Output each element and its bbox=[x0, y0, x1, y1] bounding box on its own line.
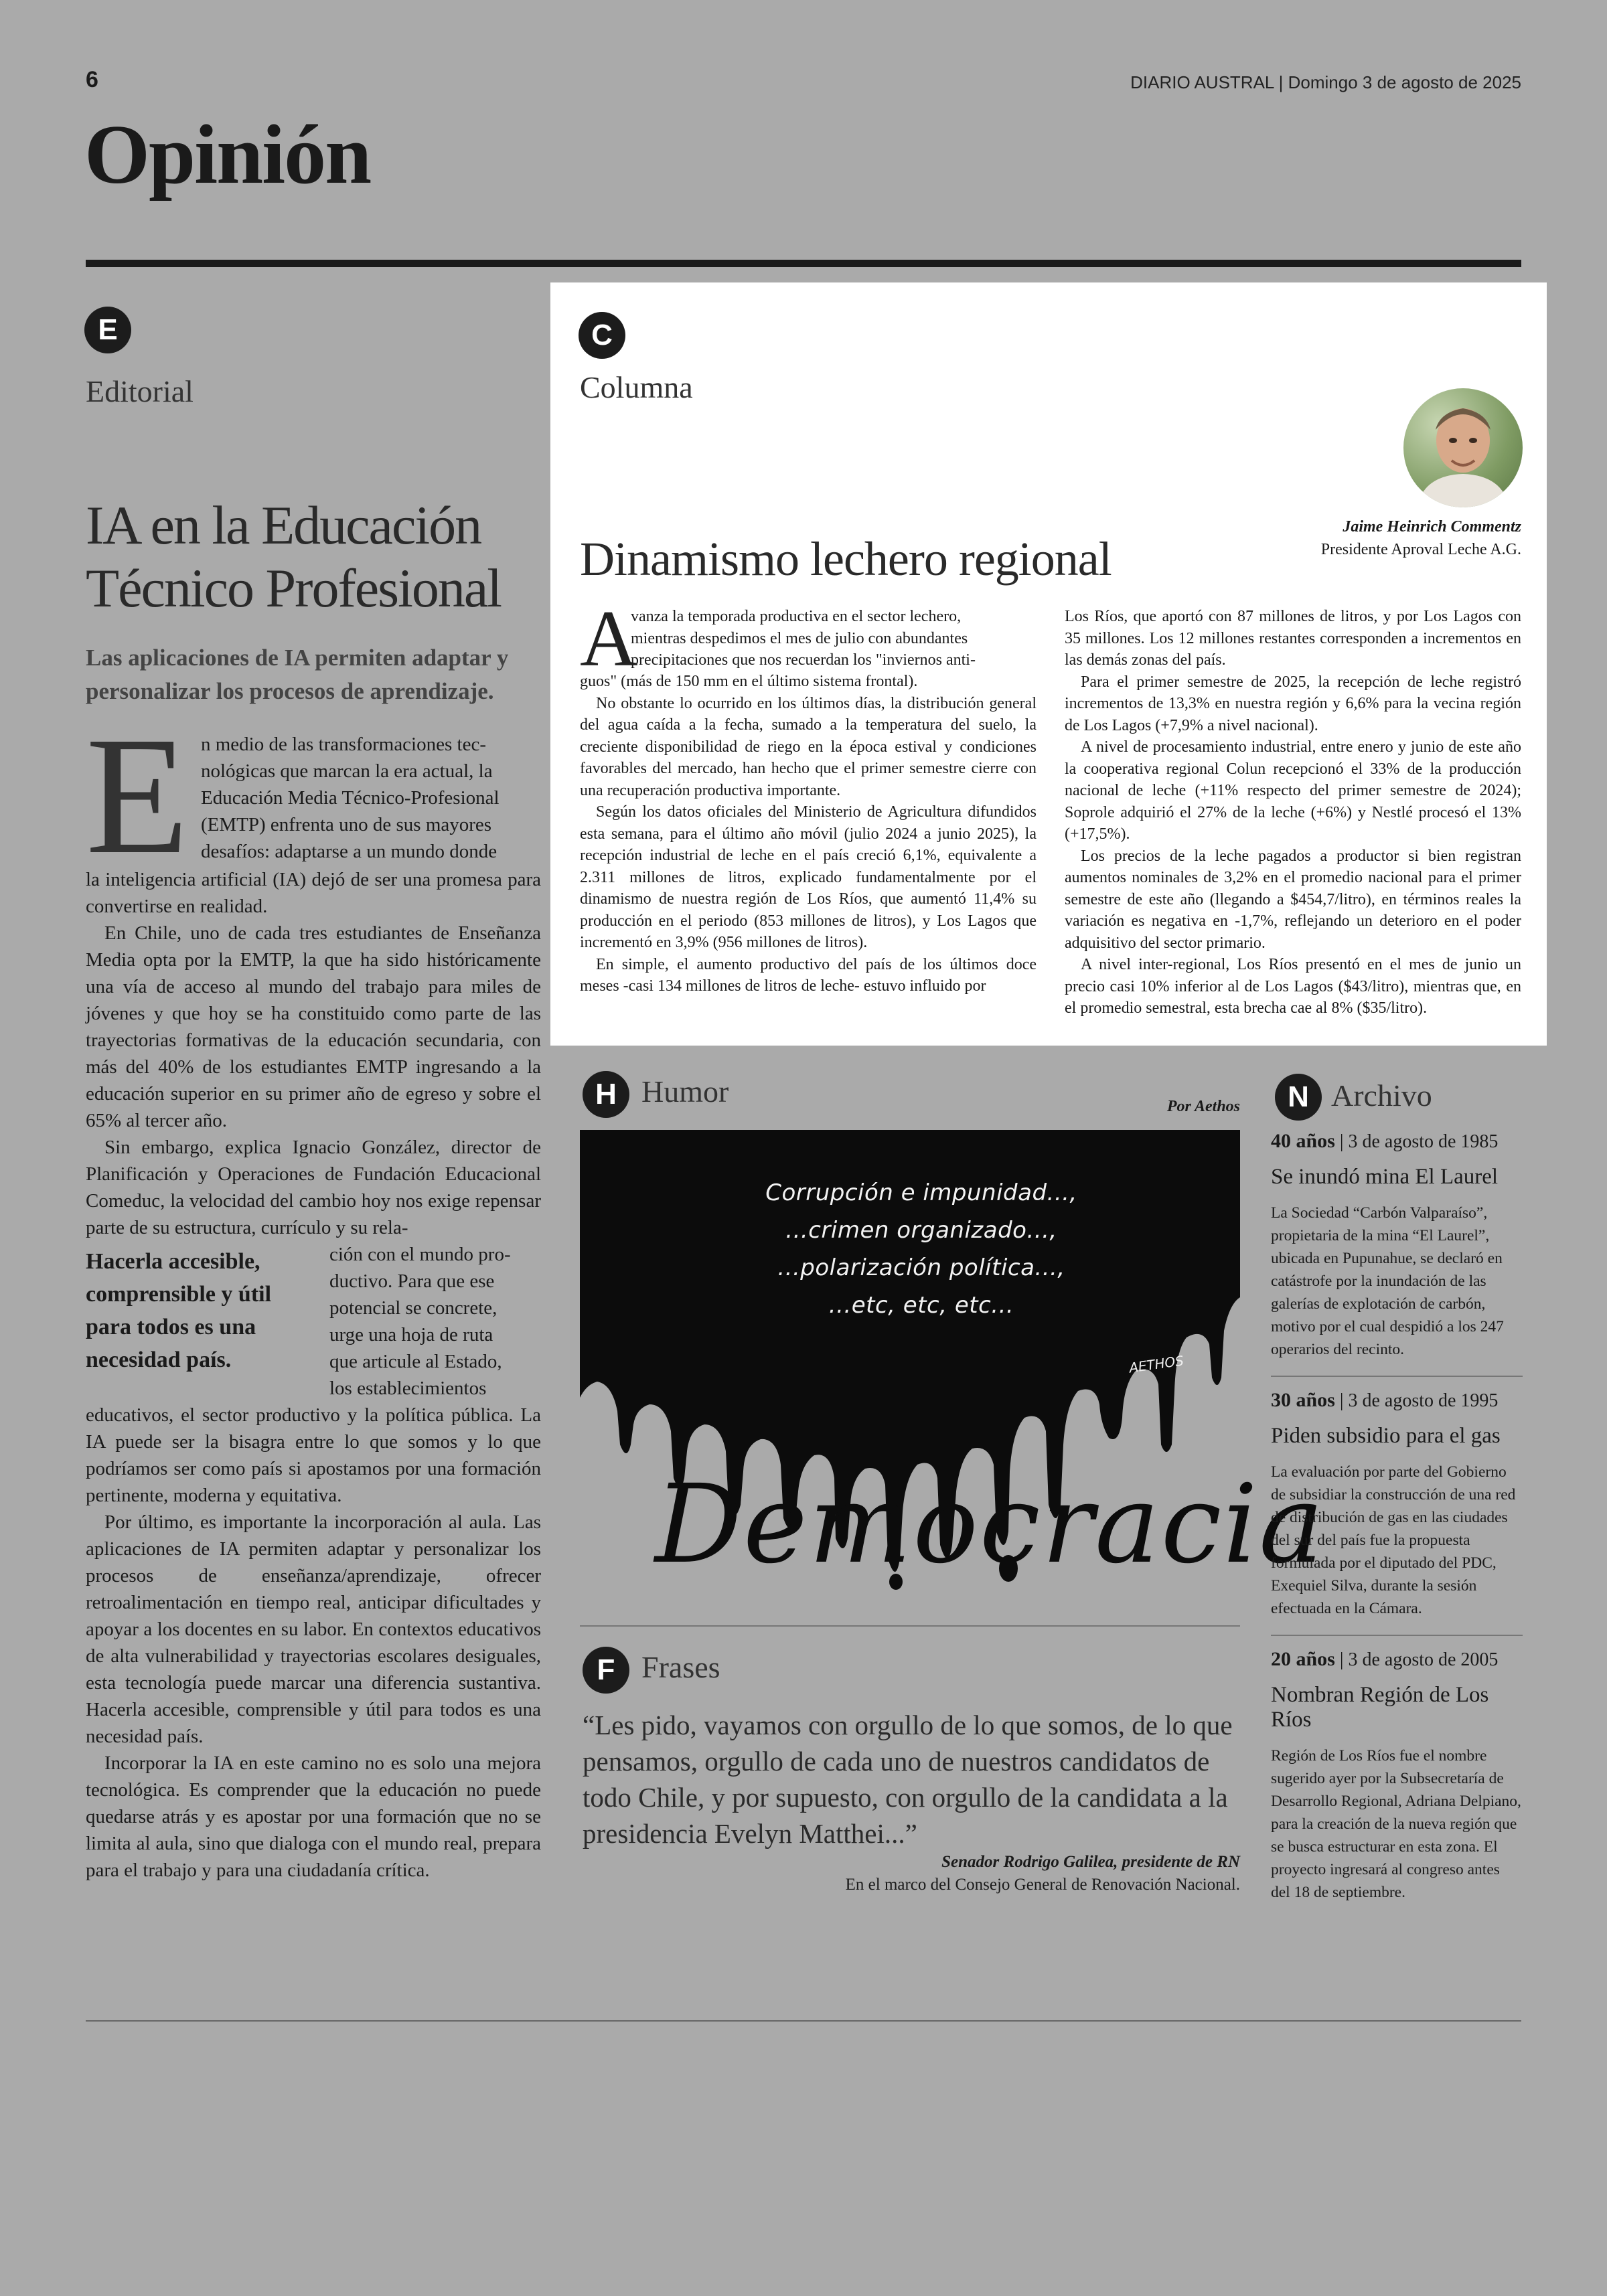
cartoon-word: Democracia bbox=[655, 1462, 1325, 1588]
columna-left-column bbox=[580, 594, 1037, 997]
author-photo bbox=[1403, 388, 1523, 507]
humor-credit: Por Aethos bbox=[1166, 1098, 1240, 1115]
archivo-date: 3 de agosto de 1985 bbox=[1348, 1131, 1499, 1152]
editorial-intro-line: Educación Media Técnico-Profesional bbox=[201, 787, 500, 809]
editorial-side-line: que articule al Estado, bbox=[329, 1351, 502, 1372]
editorial-side-line: ductivo. Para que ese bbox=[329, 1270, 495, 1292]
humor-frases-divider bbox=[580, 1625, 1240, 1627]
editorial-headline-line-1: IA en la Educación bbox=[86, 495, 481, 556]
masthead-date-line: DIARIO AUSTRAL | Domingo 3 de agosto de 2025 bbox=[1130, 72, 1521, 92]
editorial-paragraph: Incorporar la IA en este camino no es solo una mejora tecnológica. Es comprender que la educación no puede quedarse atrás y es apostar por una formación que no se limita al aula, sino que dialoga con el mundo real, prepara para el trabajo y para una ciudadanía crítica. bbox=[86, 1752, 541, 1881]
columna-paragraph: guos" (más de 150 mm en el último sistema frontal). bbox=[580, 673, 918, 690]
editorial-intro bbox=[201, 731, 541, 865]
cartoon-caption bbox=[720, 1174, 1122, 1324]
archivo-divider bbox=[1271, 1635, 1523, 1636]
archivo-item-head: 30 años | 3 de agosto de 1995 bbox=[1271, 1389, 1499, 1411]
humor-badge: H bbox=[583, 1071, 629, 1118]
cartoon-signature: AETHOS bbox=[1128, 1352, 1185, 1376]
editorial-side-line: los establecimientos bbox=[329, 1378, 487, 1399]
archivo-item bbox=[1271, 1130, 1523, 1361]
editorial-paragraph: educativos, el sector productivo y la política pública. La IA puede ser la bisagra entre lo que somos y lo que podríamos ser como país si apostamos por una formación pertinente, moderna y equitativa. bbox=[86, 1404, 541, 1506]
archivo-body: La Sociedad “Carbón Valparaíso”, propietaria de la mina “El Laurel”, ubicada en Pupunahue, se declaró en catástrofe por la inundación de las galerías de explotación de carbón, motivo por el cual despidió a los 247 operarios del recinto. bbox=[1271, 1204, 1504, 1358]
columna-right-column bbox=[1065, 606, 1521, 1019]
archivo-divider bbox=[1271, 1376, 1523, 1377]
editorial-paragraph: Por último, es importante la incorporación al aula. Las aplicaciones de IA permiten adaptar y personalizar los procesos de enseñanza/aprendizaje, ofrecer retroalimentación en tiempo real, anticipar dificultades y apoyar a los docentes en su labor. En contextos educativos de alta vulnerabilidad y trayectorias escolares desiguales, esta tecnología puede marcar una diferencia sustantiva. Hacerla accesible, comprensible y útil para todos es una necesidad país. bbox=[86, 1511, 541, 1747]
frases-badge: F bbox=[583, 1647, 629, 1694]
archivo-date: 3 de agosto de 2005 bbox=[1348, 1649, 1499, 1670]
columna-label: Columna bbox=[580, 370, 693, 404]
columna-paragraph: Según los datos oficiales del Ministerio de Agricultura difundidos esta semana, para el último año móvil (julio 2024 a junio 2025), la recepción industrial de leche en el país creció 6,1%, equivalente a 2.311 millones de litros, explicado fundamentalmente por el dinamismo de nuestra región de Los Ríos, que aumentó 11,4% su producción en el periodo (853 millones de litros), y Los Lagos que incrementó en 3,9% (956 millones de litros). bbox=[580, 803, 1037, 951]
frases-quote: “Les pido, vayamos con orgullo de lo que somos, de lo que pensamos, orgullo de cada uno de nuestros candidatos de todo Chile, y por supuesto, con orgullo de la candidata a la presidencia Evelyn Matthei...” bbox=[583, 1710, 1233, 1849]
cartoon-caption-line: ...polarización política..., bbox=[777, 1254, 1065, 1281]
columna-author-role: Presidente Aproval Leche A.G. bbox=[1320, 541, 1521, 558]
columna-author: Jaime Heinrich Commentz bbox=[1343, 518, 1521, 536]
columna-paragraph: A nivel de procesamiento industrial, entre enero y junio de este año la cooperativa regional Colun recepcionó el 33% de la producción nacional de leche (+11% respecto del primer semestre de 2024); Soprole adquirió el 27% de la leche (+6%) y Nestlé procesó el 13% (+17,5%). bbox=[1065, 738, 1521, 843]
archivo-years: 40 años bbox=[1271, 1130, 1335, 1152]
archivo-list bbox=[1271, 1130, 1523, 1904]
humor-label: Humor bbox=[641, 1074, 729, 1109]
columna-paragraph: Los precios de la leche pagados a productor si bien registran aumentos nominales de 3,2% en el promedio nacional para el primer semestre de este año (llegando a $454,7/litro), en términos reales la variación es negativa en -1,7%, reflejando un deterioro en el poder adquisitivo del sector primario. bbox=[1065, 847, 1521, 952]
columna-intro bbox=[631, 606, 1037, 671]
footer-rule bbox=[86, 2020, 1521, 2022]
editorial-intro-line: n medio de las transformaciones tec- bbox=[201, 734, 486, 755]
columna-intro-line: vanza la temporada productiva en el sector lechero, bbox=[631, 608, 962, 625]
editorial-side-lines bbox=[313, 1241, 541, 1402]
columna-paragraph: No obstante lo ocurrido en los últimos días, la distribución general del agua caída a la fecha, sumado a la temperatura del suelo, la creciente disponibilidad de riego en la época estival y condiciones favorables del mercado, han hecho que el primer semestre cierre con una recuperación productiva importante. bbox=[580, 694, 1037, 799]
editorial-intro-line: desafíos: adaptarse a un mundo donde bbox=[201, 841, 498, 862]
editorial-paragraph: la inteligencia artificial (IA) dejó de ser una promesa para convertirse en realidad. bbox=[86, 869, 541, 917]
columna-paragraph: En simple, el aumento productivo del país de los últimos doce meses -casi 134 millones de litros de leche- estuvo influido por bbox=[580, 955, 1037, 995]
author-portrait-icon bbox=[1403, 388, 1523, 507]
frases-attribution: Senador Rodrigo Galilea, presidente de RN bbox=[941, 1853, 1240, 1871]
archivo-body: Región de Los Ríos fue el nombre sugerido ayer por la Subsecretaría de Desarrollo Regional, Adriana Delpiano, para la creación de la nueva región que se busca estructurar en esta zona. El proyecto ingresará al congreso antes del 18 de septiembre. bbox=[1271, 1747, 1521, 1901]
archivo-item bbox=[1271, 1389, 1523, 1620]
editorial-side-line: urge una hoja de ruta bbox=[329, 1324, 493, 1345]
masthead: DIARIO AUSTRAL bbox=[1130, 72, 1274, 92]
editorial-side-line: ción con el mundo pro- bbox=[329, 1244, 511, 1265]
editorial-body bbox=[86, 702, 541, 1884]
cartoon-caption-line: ...etc, etc, etc... bbox=[828, 1292, 1014, 1319]
archivo-years: 30 años bbox=[1271, 1389, 1335, 1411]
editorial-label: Editorial bbox=[86, 374, 194, 408]
archivo-title: Nombran Región de Los Ríos bbox=[1271, 1683, 1489, 1732]
archivo-badge: N bbox=[1275, 1074, 1322, 1121]
archivo-body: La evaluación por parte del Gobierno de subsidiar la construcción de una red de distribución de gas en las ciudades del sur del país fue la propuesta formulada por el diputado del PDC, Exequiel Silva, durante la sesión efectuada en la Cámara. bbox=[1271, 1463, 1516, 1617]
columna-intro-line: precipitaciones que nos recuerdan los "inviernos anti- bbox=[631, 651, 976, 669]
columna-badge: C bbox=[579, 312, 625, 359]
archivo-title: Piden subsidio para el gas bbox=[1271, 1424, 1501, 1448]
issue-date: Domingo 3 de agosto de 2025 bbox=[1288, 72, 1521, 92]
editorial-side-line: potencial se concrete, bbox=[329, 1297, 498, 1319]
frases-context: En el marco del Consejo General de Renovación Nacional. bbox=[845, 1876, 1240, 1894]
columna-paragraph: A nivel inter-regional, Los Ríos presentó en el mes de junio un precio casi 10% inferior al de Los Lagos ($43/litro), mientras que, en el promedio semestral, esta brecha cae al 8% ($35/litro). bbox=[1065, 956, 1521, 1017]
editorial-headline-line-2: Técnico Profesional bbox=[86, 558, 502, 619]
columna-paragraph: Para el primer semestre de 2025, la recepción de leche registró incrementos de 13,3% en nuestra región y 6,6% para la vecina región de Los Lagos (+7,9% a nivel nacional). bbox=[1065, 673, 1521, 734]
frases-label: Frases bbox=[641, 1650, 720, 1684]
section-title: Opinión bbox=[84, 108, 371, 201]
editorial-intro-line: (EMTP) enfrenta uno de sus mayores bbox=[201, 814, 492, 835]
cartoon-caption-line: ...crimen organizado..., bbox=[785, 1217, 1057, 1244]
header-rule bbox=[86, 260, 1521, 267]
cartoon-caption-line: Corrupción e impunidad..., bbox=[765, 1179, 1077, 1206]
editorial-intro-line: nológicas que marcan la era actual, la bbox=[201, 760, 493, 782]
columna-paragraph: Los Ríos, que aportó con 87 millones de litros, y por Los Lagos con 35 millones. Los 12 millones restantes corresponden a incrementos en las demás zonas del país. bbox=[1065, 608, 1521, 669]
editorial-pullquote-block bbox=[86, 1241, 541, 1402]
archivo-item-head: 40 años | 3 de agosto de 1985 bbox=[1271, 1130, 1499, 1152]
archivo-item-head: 20 años | 3 de agosto de 2005 bbox=[1271, 1648, 1499, 1670]
editorial-dropcap: E bbox=[86, 702, 189, 889]
editorial-pull-quote: Hacerla accesible, comprensible y útil para todos es una necesidad país. bbox=[86, 1249, 272, 1372]
archivo-title: Se inundó mina El Laurel bbox=[1271, 1165, 1499, 1189]
editorial-subhead: Las aplicaciones de IA permiten adaptar y personalizar los procesos de aprendizaje. bbox=[86, 645, 509, 704]
columna-headline: Dinamismo lechero regional bbox=[580, 532, 1112, 586]
archivo-item bbox=[1271, 1648, 1523, 1904]
archivo-date: 3 de agosto de 1995 bbox=[1348, 1390, 1499, 1411]
editorial-headline bbox=[86, 494, 554, 620]
archivo-years: 20 años bbox=[1271, 1648, 1335, 1670]
editorial-dropcap-block bbox=[86, 702, 541, 889]
editorial-badge: E bbox=[84, 307, 131, 353]
archivo-label: Archivo bbox=[1331, 1078, 1432, 1113]
editorial-paragraph: En Chile, uno de cada tres estudiantes de Enseñanza Media opta por la EMTP, la que ha sido históricamente una vía de acceso al mundo del trabajo para miles de jóvenes y que hoy se ha constituido como parte de las trayectorias formativas de la educación secundaria, con más del 40% de los estudiantes EMTP ingresando a la educación superior en su primer año de egreso y sobre el 65% al tercer año. bbox=[86, 922, 541, 1131]
columna-dropcap: A bbox=[580, 594, 638, 683]
page-number: 6 bbox=[86, 67, 98, 92]
columna-intro-line: mientras despedimos el mes de julio con abundantes bbox=[631, 629, 968, 647]
editorial-paragraph: Sin embargo, explica Ignacio González, director de Planificación y Operaciones de Fundación Educacional Comeduc, la velocidad del cambio hoy nos exige repensar parte de su estructura, currículo y su rela- bbox=[86, 1137, 541, 1238]
